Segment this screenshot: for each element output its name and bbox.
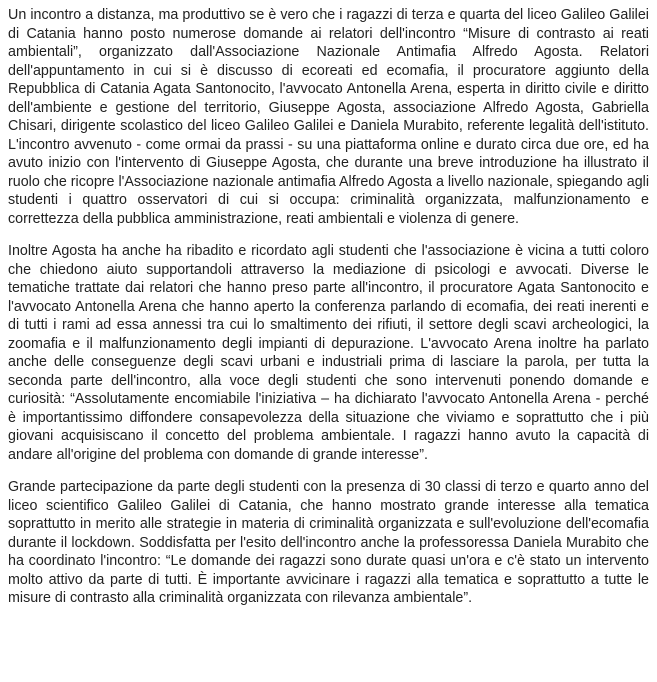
article-paragraph-2: Inoltre Agosta ha anche ha ribadito e ricordato agli studenti che l'associazione è vicina a tutti coloro che chiedono aiuto supportandoli attraverso la mediazione di psicologi e avvocati. Diverse le tematiche trattate dai relatori che hanno preso parte all'incontro, il procuratore Agata Santonocito e l'avvocato Antonella Arena che hanno aperto la conferenza parlando di ecomafia, dei reati inerenti e di tutti i rami ad essa annessi tra cui lo smaltimento dei rifiuti, il settore degli scavi archeologici, la zoomafia e il malfunzionamento degli impianti di depurazione. L'avvocato Arena inoltre ha parlato anche delle conseguenze degli scavi urbani e industriali prima di lasciare la parola, per tutta la seconda parte dell'incontro, alla voce degli studenti che sono intervenuti ponendo domande e curiosità: “Assolutamente encomiabile l'iniziativa – ha dichiarato l'avvocato Antonella Arena - perché è importantissimo diffondere consapevolezza della situazione che viviamo e soprattutto che i più giovani acquisiscano il concetto del problema ambientale. I ragazzi hanno avuto la capacità di andare all'origine del problema con domande di grande interesse”. [8,243,649,463]
article-paragraph-3: Grande partecipazione da parte degli studenti con la presenza di 30 classi di terzo e quarto anno del liceo scientifico Galileo Galilei di Catania, che hanno mostrato grande interesse alla tematica soprattutto in merito alle strategie in materia di criminalità organizzata e sull'evoluzione dell'ecomafia durante il lockdown. Soddisfatta per l'esito dell'incontro anche la professoressa Daniela Murabito che ha coordinato l'incontro: “Le domande dei ragazzi sono durate quasi un'ora e c'è stato un intervento molto attivo da parte di tutti. È importante avvicinare i ragazzi alla tematica e soprattutto a tutte le misure di contrasto alla criminalità organizzata con rilevanza ambientale”. [8,479,649,606]
article-paragraph-1: Un incontro a distanza, ma produttivo se è vero che i ragazzi di terza e quarta del liceo Galileo Galilei di Catania hanno posto numerose domande ai relatori dell'incontro “Misure di contrasto ai reati ambientali”, organizzato dall'Associazione Nazionale Antimafia Alfredo Agosta. Relatori dell'appuntamento in cui si è discusso di ecoreati ed ecomafia, il procuratore aggiunto della Repubblica di Catania Agata Santonocito, l'avvocato Antonella Arena, esperta in diritto civile e diritto dell'ambiente e gestione del territorio, Giuseppe Agosta, associazione Alfredo Agosta, Gabriella Chisari, dirigente scolastico del liceo Galileo Galilei e Daniela Murabito, referente legalità dell'istituto. L'incontro avvenuto - come ormai da prassi - su una piattaforma online e durato circa due ore, ed ha avuto inizio con l'intervento di Giuseppe Agosta, che durante una breve introduzione ha illustrato il ruolo che ricopre l'Associazione nazionale antimafia Alfredo Agosta a livello nazionale, spiegando agli studenti i quattro osservatori di cui si occupa: criminalità organizzata, malfunzionamento e correttezza della pubblica amministrazione, reati ambientali e violenza di genere. [8,7,649,227]
